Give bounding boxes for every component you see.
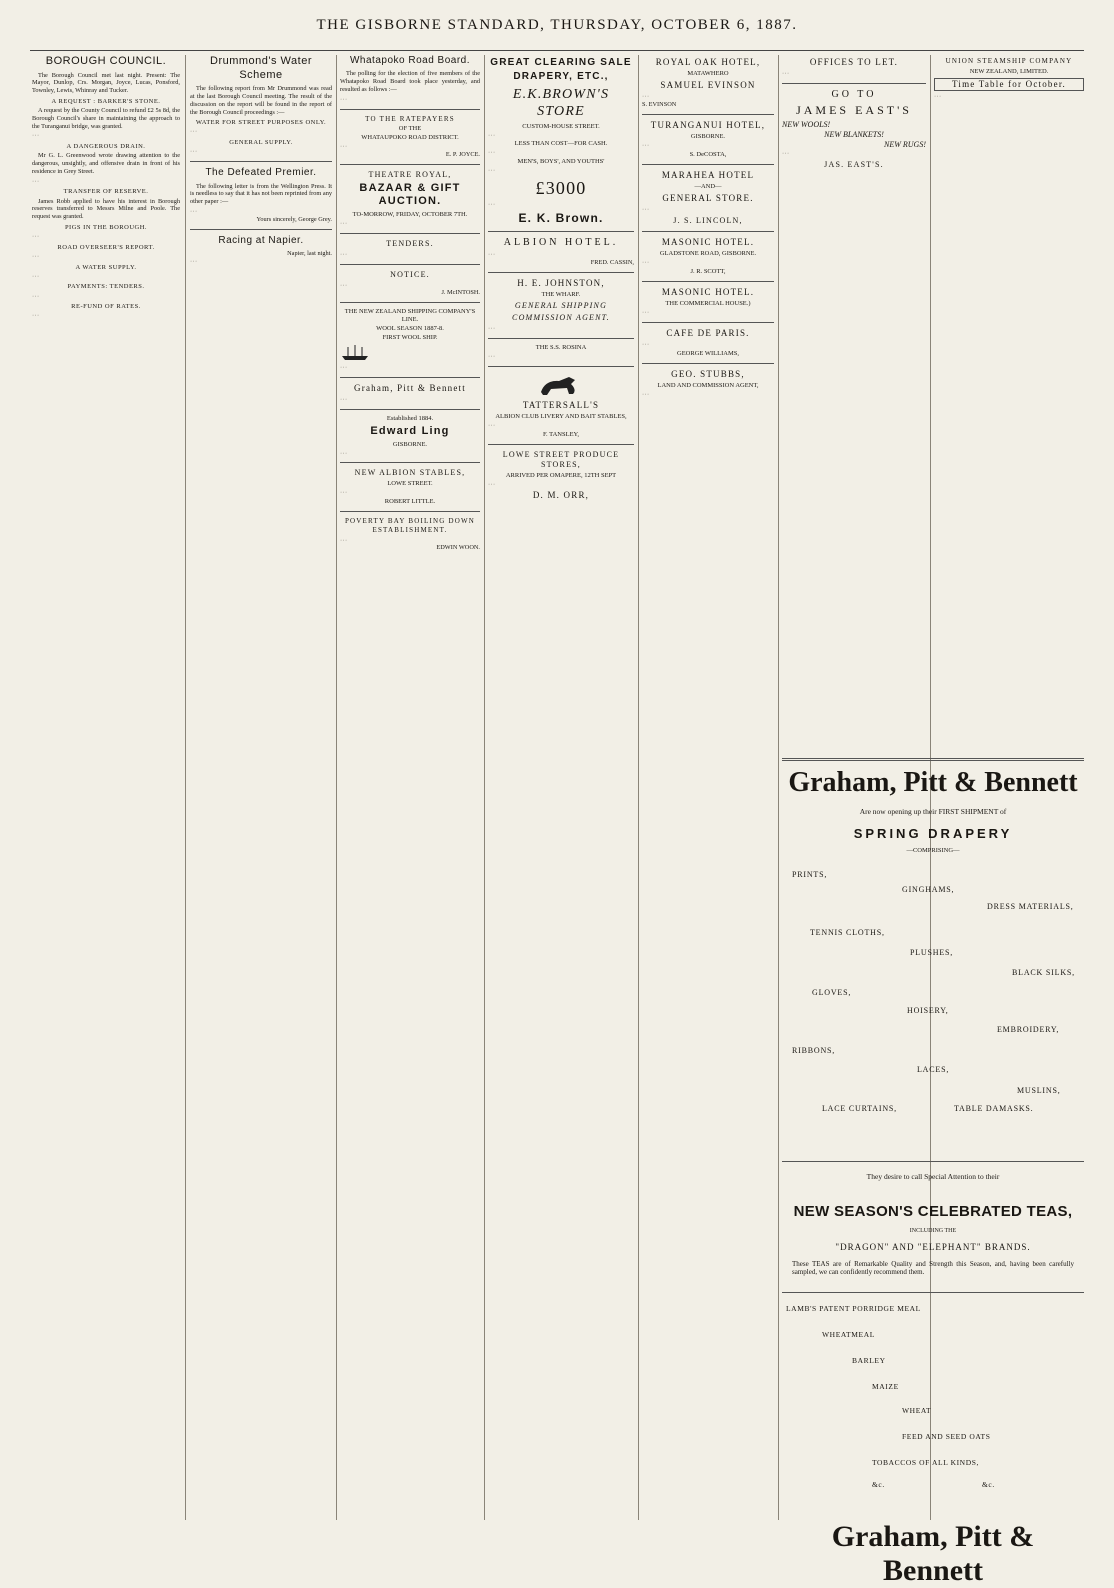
gpb-brands: "DRAGON" AND "ELEPHANT" BRANDS.	[835, 1242, 1031, 1252]
illegible-text: ···	[32, 292, 40, 300]
illegible-text: ···	[340, 396, 348, 404]
signature: JAS. EAST'S.	[824, 159, 884, 169]
ad-subheading: GLADSTONE ROAD, GISBORNE.	[659, 250, 757, 258]
gpb-items	[782, 860, 1084, 1156]
subheading: A WATER SUPPLY.	[75, 263, 137, 271]
signature: FRED. CASSIN,	[590, 259, 634, 267]
ad-amount: £3000	[535, 178, 587, 199]
illegible-text: ···	[642, 142, 650, 150]
illegible-text: ···	[488, 251, 496, 259]
illegible-text: ···	[32, 252, 40, 260]
masthead-rule	[30, 50, 1084, 51]
ad-subheading: THE COMMERCIAL HOUSE.)	[665, 300, 751, 308]
column-divider	[638, 55, 639, 1520]
rule	[642, 114, 774, 115]
illegible-text: ···	[190, 207, 198, 215]
article-paragraph: The polling for the election of five members of the Whatapoko Road Board took place yesterday, and resulted as follows :—	[340, 70, 480, 93]
masthead-title: THE GISBORNE STANDARD, THURSDAY, OCTOBER 6, 1887.	[316, 17, 798, 33]
illegible-text: ···	[32, 232, 40, 240]
subheading: TRANSFER OF RESERVE.	[63, 188, 149, 196]
gpb-grocery: BARLEY	[852, 1356, 886, 1365]
ad-heading: ALBION HOTEL.	[503, 237, 619, 249]
rule	[782, 758, 1084, 761]
gpb-item: MUSLINS,	[1017, 1086, 1061, 1095]
ad-subheading: GISBORNE.	[690, 133, 726, 141]
gpb-grocery: MAIZE	[872, 1382, 899, 1391]
gpb-grocery: &c.	[982, 1480, 995, 1489]
rule	[642, 363, 774, 364]
column-clearing-sale	[488, 55, 634, 1520]
illegible-text: ···	[488, 325, 496, 333]
column-divider	[484, 55, 485, 1520]
column-offices	[782, 55, 926, 755]
ad-heading: Time Table for October.	[934, 78, 1084, 91]
horse-icon	[531, 372, 591, 398]
ad-heading: NOTICE.	[390, 269, 430, 279]
ad-heading: COMMISSION AGENT.	[512, 313, 610, 323]
ad-heading: TURANGANUI HOTEL,	[650, 119, 766, 130]
ad-heading: SAMUEL EVINSON	[660, 80, 756, 91]
ad-subheading: NEW ZEALAND, LIMITED.	[969, 67, 1049, 75]
gpb-item: EMBROIDERY,	[997, 1025, 1060, 1034]
gpb-footer: Graham, Pitt & Bennett	[831, 1520, 1035, 1587]
article-paragraph: The Borough Council met last night. Present: The Mayor, Dunlop, Crs. Morgan, Joyce, Lucas, Ponsford, Townley, Lewis, Whinray and Tucker.	[32, 71, 180, 95]
gpb-item: RIBBONS,	[792, 1046, 836, 1055]
illegible-text: ···	[190, 257, 198, 265]
ad-line: NEW WOOLS!	[782, 120, 831, 130]
gpb-item: GLOVES,	[812, 988, 852, 997]
column-divider	[336, 55, 337, 1520]
ad-subheading: THE WHARF.	[541, 291, 581, 299]
gpb-groceries	[782, 1298, 1084, 1498]
illegible-text: ···	[782, 149, 790, 157]
rule	[340, 377, 480, 378]
illegible-text: ···	[340, 143, 348, 151]
rule	[782, 1292, 1084, 1293]
column-road-board	[340, 55, 480, 1520]
signature: J. R. SCOTT,	[690, 268, 726, 276]
signature: J. S. LINCOLN,	[673, 216, 743, 226]
article-title: Drummond's Water Scheme	[210, 55, 312, 81]
gpb-teas: NEW SEASON'S CELEBRATED TEAS,	[793, 1203, 1073, 1220]
rule	[190, 161, 332, 162]
article-title: Racing at Napier.	[218, 234, 304, 246]
article-paragraph: A request by the County Council to refund £2 5s 8d, the Borough Council's share in maintaining the approach to the Turanganui bridge, was granted.	[32, 107, 180, 130]
gpb-item: BLACK SILKS,	[1012, 968, 1075, 977]
signature: GEORGE WILLIAMS,	[677, 350, 739, 358]
ad-subheading: WOOL SEASON 1887-8.	[376, 325, 444, 333]
rule	[340, 233, 480, 234]
ad-line: NEW BLANKETS!	[824, 130, 884, 140]
ad-subheading: OF THE	[398, 125, 422, 133]
ad-subheading: THE S.S. ROSINA	[535, 343, 587, 351]
gpb-item: PRINTS,	[792, 870, 828, 879]
article-paragraph: The following letter is from the Wellington Press. It is needless to say that it has not been reprinted from any other paper :—	[190, 182, 332, 206]
illegible-text: ···	[934, 92, 942, 100]
column-borough-council	[32, 55, 180, 1520]
illegible-text: ···	[642, 206, 650, 214]
signature: E. P. JOYCE.	[445, 151, 480, 159]
subheading: GENERAL SUPPLY.	[229, 139, 293, 147]
gpb-grocery: WHEAT	[902, 1406, 932, 1415]
ad-heading: POVERTY BAY BOILING DOWN ESTABLISHMENT.	[344, 517, 476, 534]
gpb-including: INCLUDING THE	[909, 1228, 957, 1234]
rule	[488, 366, 634, 367]
illegible-text: ···	[32, 177, 40, 185]
ad-subheading: LOWE STREET.	[387, 480, 433, 488]
illegible-text: ···	[488, 131, 496, 139]
ad-heading: Graham, Pitt & Bennett	[354, 382, 466, 393]
ad-heading: H. E. JOHNSTON,	[517, 278, 605, 288]
signature: S. DeCOSTA,	[689, 150, 727, 158]
illegible-text: ···	[642, 93, 650, 101]
illegible-text: ···	[340, 250, 348, 258]
rule	[488, 338, 634, 339]
gpb-name: Graham, Pitt & Bennett	[788, 767, 1078, 798]
rule	[340, 264, 480, 265]
rule	[340, 164, 480, 165]
ad-heading: GREAT CLEARING SALE	[490, 57, 632, 68]
ad-subheading: ARRIVED PER OMAPERE, 12TH SEPT	[505, 471, 617, 479]
illegible-text: ···	[642, 391, 650, 399]
illegible-text: ···	[32, 132, 40, 140]
subheading: PIGS IN THE BOROUGH.	[64, 223, 148, 231]
illegible-text: ···	[190, 148, 198, 156]
ad-subheading: LAND AND COMMISSION AGENT,	[657, 382, 759, 390]
column-divider	[778, 55, 779, 1520]
ad-subheading: LESS THAN COST—FOR CASH.	[514, 140, 608, 148]
ad-heading: GENERAL STORE.	[662, 193, 754, 204]
ad-heading: GO TO	[831, 88, 877, 100]
rule	[488, 231, 634, 232]
ad-heading: GEO. STUBBS,	[671, 369, 745, 380]
article-title: BOROUGH COUNCIL.	[45, 55, 167, 67]
signature: Yours sincerely, George Grey.	[256, 215, 332, 223]
illegible-text: ···	[642, 309, 650, 317]
ad-subheading: ALBION CLUB LIVERY AND BAIT STABLES,	[495, 412, 627, 420]
signature: D. M. ORR,	[532, 490, 590, 501]
column-steamship	[934, 55, 1084, 755]
illegible-text: ···	[642, 259, 650, 267]
subheading: WATER FOR STREET PURPOSES ONLY.	[195, 119, 327, 127]
rule	[340, 462, 480, 463]
illegible-text: ···	[32, 272, 40, 280]
gpb-grocery: &c.	[872, 1480, 885, 1489]
ad-subheading: FIRST WOOL SHIP.	[382, 334, 438, 342]
illegible-text: ···	[340, 536, 348, 544]
gpb-comprising: —COMPRISING—	[906, 847, 960, 854]
gpb-grocery: LAMB'S PATENT PORRIDGE MEAL	[786, 1304, 921, 1313]
ad-heading: BAZAAR & GIFT AUCTION.	[359, 181, 461, 208]
ad-subheading: CUSTOM-HOUSE STREET.	[522, 122, 600, 130]
column-divider	[185, 55, 186, 1520]
ad-heading: DRAPERY, ETC.,	[513, 71, 609, 83]
illegible-text: ···	[340, 281, 348, 289]
ad-subheading: —AND—	[694, 183, 722, 191]
ad-heading: TO THE RATEPAYERS	[365, 114, 455, 123]
gpb-item: TENNIS CLOTHS,	[810, 928, 885, 937]
rule	[190, 229, 332, 230]
ship-icon	[340, 343, 370, 361]
gpb-advertisement	[782, 758, 1084, 1587]
article-title: The Defeated Premier.	[205, 167, 317, 179]
rule	[642, 281, 774, 282]
ad-heading: OFFICES TO LET.	[809, 57, 899, 67]
rule	[340, 409, 480, 410]
illegible-text: ···	[340, 449, 348, 457]
illegible-text: ···	[488, 352, 496, 360]
article-paragraph: Mr G. L. Greenwood wrote drawing attention to the dangerous, unsightly, and offensive drain in front of his residence in Grey Street.	[32, 152, 180, 175]
masthead	[0, 0, 1114, 50]
rule	[340, 302, 480, 303]
ad-heading: TENDERS.	[386, 238, 434, 248]
ad-subheading: MATAWHERO	[687, 70, 729, 78]
signature: ROBERT LITTLE.	[384, 498, 436, 506]
ad-heading: LOWE STREET PRODUCE STORES,	[502, 449, 620, 469]
gpb-item: LACES,	[917, 1065, 950, 1074]
illegible-text: ···	[340, 364, 348, 372]
subheading: PAYMENTS: TENDERS.	[67, 283, 145, 291]
ad-heading: Edward Ling	[370, 424, 450, 437]
ad-heading: GENERAL SHIPPING	[514, 301, 608, 311]
gpb-item: DRESS MATERIALS,	[987, 902, 1074, 911]
ad-line: NEW RUGS!	[884, 140, 926, 150]
illegible-text: ···	[340, 95, 348, 103]
article-paragraph: James Robb applied to have his interest in Borough reserves transferred to Messrs Milne and Poole. The request was granted.	[32, 197, 180, 221]
ad-heading: E.K.BROWN'S STORE	[512, 86, 610, 120]
signature: EDWIN WOON.	[436, 544, 480, 552]
rule	[642, 322, 774, 323]
subheading: A DANGEROUS DRAIN.	[66, 143, 146, 151]
illegible-text: ···	[782, 70, 790, 78]
rule	[782, 1161, 1084, 1162]
ad-heading: CAFE DE PARIS.	[666, 328, 750, 339]
gpb-teas-body: These TEAS are of Remarkable Quality and Strength this Season, and, having been carefully sampled, we can confidently recommend them.	[792, 1260, 1074, 1276]
illegible-text: ···	[488, 149, 496, 157]
subheading: RE-FUND OF RATES.	[71, 303, 141, 311]
ad-heading: THEATRE ROYAL,	[368, 169, 452, 179]
illegible-text: ···	[190, 128, 198, 136]
rule	[488, 444, 634, 445]
ad-subheading: TO-MORROW, FRIDAY, OCTOBER 7TH.	[352, 211, 468, 219]
signature: J. McINTOSH.	[441, 289, 480, 297]
column-hotels	[642, 55, 774, 1520]
rule	[340, 109, 480, 110]
dateline: Napier, last night.	[287, 249, 332, 257]
ad-heading: THE NEW ZEALAND SHIPPING COMPANY'S LINE.	[344, 308, 476, 324]
ad-heading: MASONIC HOTEL.	[661, 287, 755, 298]
gpb-attention: They desire to call Special Attention to their	[866, 1172, 1000, 1181]
gpb-grocery: FEED AND SEED OATS	[902, 1432, 991, 1441]
gpb-item: LACE CURTAINS,	[822, 1104, 897, 1113]
rule	[340, 511, 480, 512]
ad-heading: MARAHEA HOTEL	[661, 170, 755, 180]
illegible-text: ···	[340, 489, 348, 497]
rule	[642, 231, 774, 232]
ad-heading: NEW ALBION STABLES,	[354, 468, 466, 478]
gpb-item: PLUSHES,	[910, 948, 954, 957]
illegible-text: ···	[340, 220, 348, 228]
rule	[488, 272, 634, 273]
subheading: ROAD OVERSEER'S REPORT.	[57, 243, 155, 251]
ad-heading: JAMES EAST'S	[796, 103, 912, 118]
gpb-item: GINGHAMS,	[902, 885, 955, 894]
ad-subheading: MEN'S, BOYS', AND YOUTHS'	[517, 158, 605, 166]
illegible-text: ···	[32, 312, 40, 320]
illegible-text: ···	[488, 480, 496, 488]
column-water-scheme	[190, 55, 332, 1520]
ad-subheading: WHATAUPOKO ROAD DISTRICT.	[361, 134, 459, 142]
gpb-item: HOISERY,	[907, 1006, 949, 1015]
signature: F. TANSLEY,	[542, 430, 580, 438]
gpb-item: TABLE DAMASKS.	[954, 1104, 1034, 1113]
ad-heading: UNION STEAMSHIP COMPANY	[945, 57, 1073, 65]
ad-heading: ROYAL OAK HOTEL,	[655, 57, 761, 67]
ad-subheading: Established 1884.	[386, 414, 434, 422]
article-title: Whatapoko Road Board.	[349, 55, 470, 66]
illegible-text: ···	[488, 421, 496, 429]
article-paragraph: The following report from Mr Drummond was read at the last Borough Council meeting. The result of the discussion on the report will be found in the report of the Borough Council proceedings :—	[190, 85, 332, 116]
ad-subheading: GISBORNE.	[392, 440, 428, 448]
gpb-spring: SPRING DRAPERY	[853, 826, 1013, 841]
rule	[642, 164, 774, 165]
illegible-text: ···	[488, 201, 496, 209]
ad-heading: E. K. Brown.	[518, 211, 604, 226]
gpb-grocery: TOBACCOS OF ALL KINDS,	[872, 1458, 979, 1467]
ad-heading: TATTERSALL'S	[522, 399, 600, 410]
illegible-text: ···	[642, 341, 650, 349]
signature: S. EVINSON	[642, 101, 677, 109]
rule	[782, 83, 926, 84]
gpb-grocery: WHEATMEAL	[822, 1330, 875, 1339]
illegible-text: ···	[488, 167, 496, 175]
gpb-intro: Are now opening up their FIRST SHIPMENT of	[859, 807, 1007, 816]
ad-heading: MASONIC HOTEL.	[661, 237, 755, 248]
subheading: A REQUEST : BARKER'S STONE.	[51, 98, 161, 106]
